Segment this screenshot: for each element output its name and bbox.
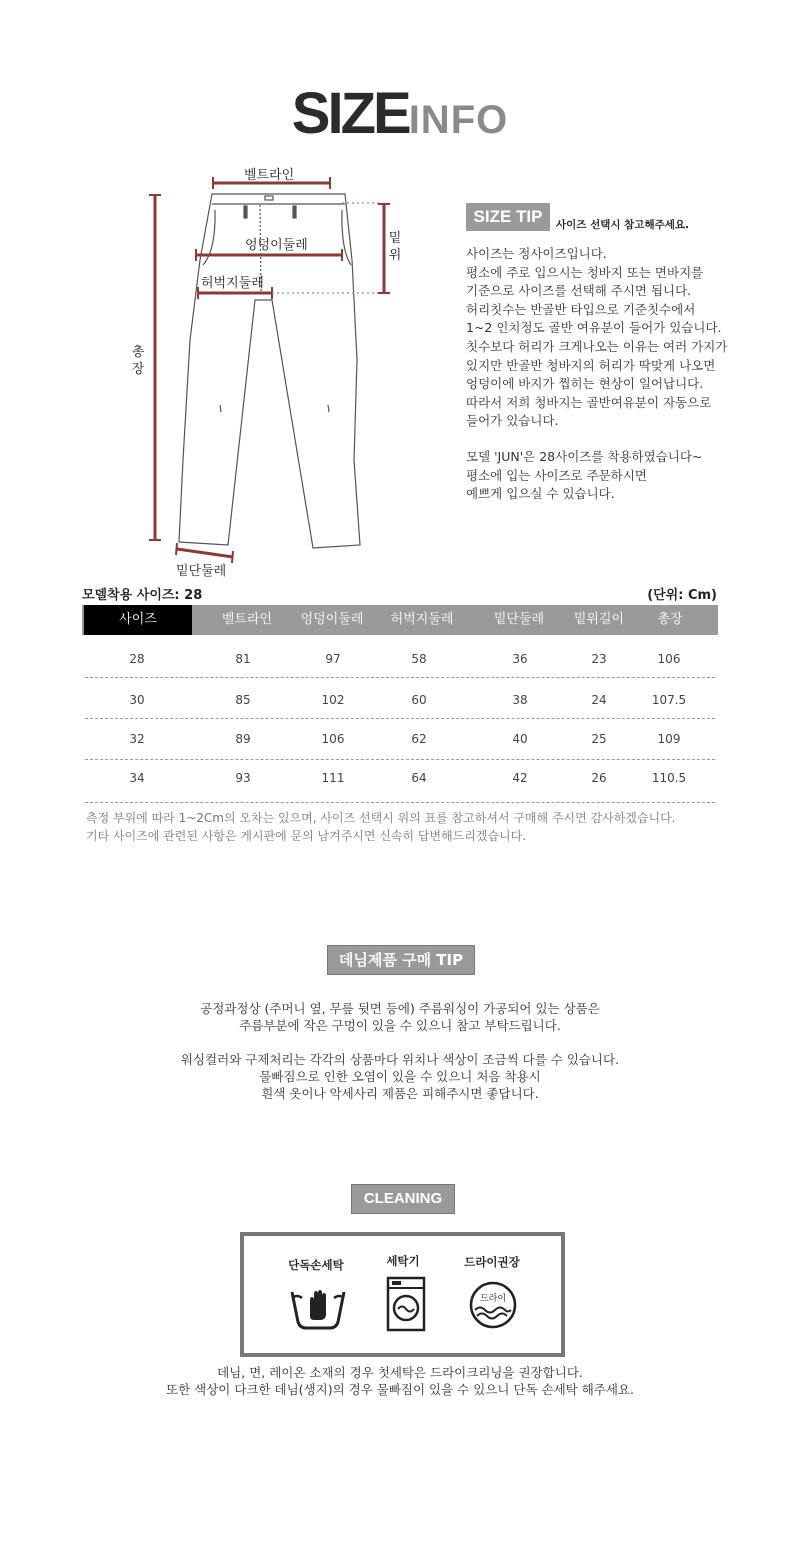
size-tip-line: 1~2 인치정도 골반 여유분이 들어가 있습니다. [466, 320, 722, 336]
denim-tip-para-2 [0, 1051, 800, 1102]
size-tip-line: 칫수보다 허리가 크게나오는 이유는 여러 가지가 [466, 338, 728, 354]
size-tip-badge: SIZE TIP [466, 203, 550, 231]
cleaning-note-line: 또한 색상이 다크한 데님(생지)의 경우 물빠짐이 있을 수 있으니 단독 손세탁 해주세요. [166, 1382, 634, 1397]
size-tip-line: 허리칫수는 반골반 타입으로 기준칫수에서 [466, 301, 696, 317]
td-total-length: 109 [657, 732, 681, 746]
row-divider [85, 677, 715, 678]
denim-tip-line: 흰색 옷이나 악세사리 제품은 피해주시면 좋답니다. [261, 1086, 539, 1101]
td-thigh: 60 [411, 693, 427, 707]
th-size: 사이즈 [84, 605, 192, 635]
td-size: 30 [129, 693, 145, 707]
td-thigh: 62 [411, 732, 427, 746]
label-rise [387, 230, 403, 264]
label-belt-line: 벨트라인 [244, 168, 295, 183]
td-belt-line: 89 [235, 732, 251, 746]
td-hip: 111 [321, 771, 345, 785]
td-size: 28 [129, 652, 145, 666]
denim-tip-line: 워싱컬러와 구제처리는 각각의 상품마다 위치나 색상이 조금씩 다를 수 있습니다. [180, 1052, 620, 1067]
th-hem: 밑단둘레 [493, 612, 545, 627]
title-size: SIZE [291, 81, 409, 146]
th-rise: 밑위길이 [573, 612, 625, 627]
label-hem: 밑단둘레 [176, 564, 227, 579]
size-note-line: 기타 사이즈에 관련된 사항은 게시판에 문의 남겨주시면 신속히 답변해드리겠습니다. [86, 829, 527, 843]
td-hem: 40 [512, 732, 528, 746]
size-note-line: 측정 부위에 따라 1~2Cm의 오차는 있으며, 사이즈 선택시 위의 표를 참고하셔서 구매해 주시면 감사하겠습니다. [86, 811, 676, 825]
th-hip: 엉덩이둘레 [300, 612, 364, 627]
page-title [0, 80, 800, 147]
td-hem: 36 [512, 652, 528, 666]
hand-wash-icon [288, 1284, 348, 1332]
denim-tip-line: 물빠짐으로 인한 오염이 있을 수 있으니 처음 착용시 [259, 1069, 541, 1084]
cleaning-note-line: 데님, 면, 레이온 소재의 경우 첫세탁은 드라이크리닝을 권장합니다. [217, 1365, 583, 1380]
dry-clean-icon [466, 1280, 520, 1330]
size-tip-line: 들어가 있습니다. [466, 413, 559, 429]
table-row [82, 680, 718, 720]
td-hip: 106 [321, 732, 345, 746]
denim-tip-para-1 [0, 1000, 800, 1034]
label-total-length [130, 344, 146, 378]
td-rise: 24 [591, 693, 607, 707]
td-rise: 23 [591, 652, 607, 666]
table-row [82, 719, 718, 759]
table-row [82, 639, 718, 679]
th-total-length: 총장 [657, 612, 683, 627]
th-belt-line: 벨트라인 [221, 612, 273, 627]
label-rise-2: 위 [388, 248, 402, 263]
td-hip: 102 [321, 693, 345, 707]
label-total-2: 장 [131, 362, 145, 377]
pants-diagram [120, 160, 420, 580]
td-size: 32 [129, 732, 145, 746]
th-thigh: 허벅지둘레 [390, 612, 454, 627]
size-tip-line: 엉덩이에 바지가 찝히는 현상이 일어납니다. [466, 376, 704, 392]
label-rise-1: 밑 [388, 231, 402, 246]
td-thigh: 58 [411, 652, 427, 666]
model-info-line: 평소에 입는 사이즈로 주문하시면 [466, 467, 647, 483]
size-tip-line: 따라서 저희 청바지는 골반여유분이 자동으로 [466, 394, 712, 410]
size-tip-line: 기준으로 사이즈를 선택해 주시면 됩니다. [466, 283, 692, 299]
td-total-length: 107.5 [651, 693, 687, 707]
size-tip-line: 있지만 반골반 청바지의 허리가 딱맞게 나오면 [466, 357, 716, 373]
td-size: 34 [129, 771, 145, 785]
label-thigh: 허벅지둘레 [201, 276, 264, 291]
dry-clean-icon-text: 드라이 [479, 1294, 507, 1304]
table-row [82, 758, 718, 798]
td-total-length: 110.5 [651, 771, 687, 785]
washing-machine-label: 세탁기 [386, 1254, 420, 1268]
cleaning-notes [0, 1364, 800, 1398]
td-hem: 42 [512, 771, 528, 785]
title-info: INFO [408, 98, 509, 142]
denim-tip-line: 공정과정상 (주머니 옆, 무릎 뒷면 등에) 주름워싱이 가공되어 있는 상품은 [200, 1001, 600, 1016]
hand-wash-label: 단독손세탁 [288, 1258, 344, 1272]
td-hip: 97 [325, 652, 341, 666]
unit-label: (단위: Cm) [647, 588, 717, 603]
size-tip-line: 평소에 주로 입으시는 청바지 또는 면바지를 [466, 264, 704, 280]
model-size-label: 모델착용 사이즈: 28 [82, 588, 203, 603]
td-total-length: 106 [657, 652, 681, 666]
size-tip-note: 사이즈 선택시 참고해주세요. [556, 219, 690, 231]
label-hip: 엉덩이둘레 [245, 238, 308, 253]
td-belt-line: 85 [235, 693, 251, 707]
label-total-1: 총 [131, 345, 145, 360]
washing-machine-icon [386, 1276, 426, 1332]
model-info [466, 448, 766, 504]
size-tip-body [466, 245, 766, 431]
row-divider [85, 802, 715, 803]
table-header [82, 605, 718, 635]
size-tip-line: 사이즈는 정사이즈입니다. [466, 246, 607, 261]
td-belt-line: 81 [235, 652, 251, 666]
td-belt-line: 93 [235, 771, 251, 785]
dry-clean-label: 드라이권장 [464, 1255, 520, 1269]
td-hem: 38 [512, 693, 528, 707]
cleaning-icons-box [240, 1232, 565, 1357]
model-info-line: 모델 'JUN'은 28사이즈를 착용하였습니다~ [466, 449, 703, 464]
total-length-measure [149, 195, 161, 540]
td-rise: 25 [591, 732, 607, 746]
td-rise: 26 [591, 771, 607, 785]
denim-tip-badge: 데님제품 구매 TIP [327, 945, 475, 975]
model-info-line: 예쁘게 입으실 수 있습니다. [466, 486, 615, 502]
denim-tip-line: 주름부분에 작은 구멍이 있을 수 있으니 참고 부탁드립니다. [239, 1018, 561, 1033]
cleaning-badge: CLEANING [351, 1184, 455, 1214]
td-thigh: 64 [411, 771, 427, 785]
size-notes [86, 809, 726, 845]
